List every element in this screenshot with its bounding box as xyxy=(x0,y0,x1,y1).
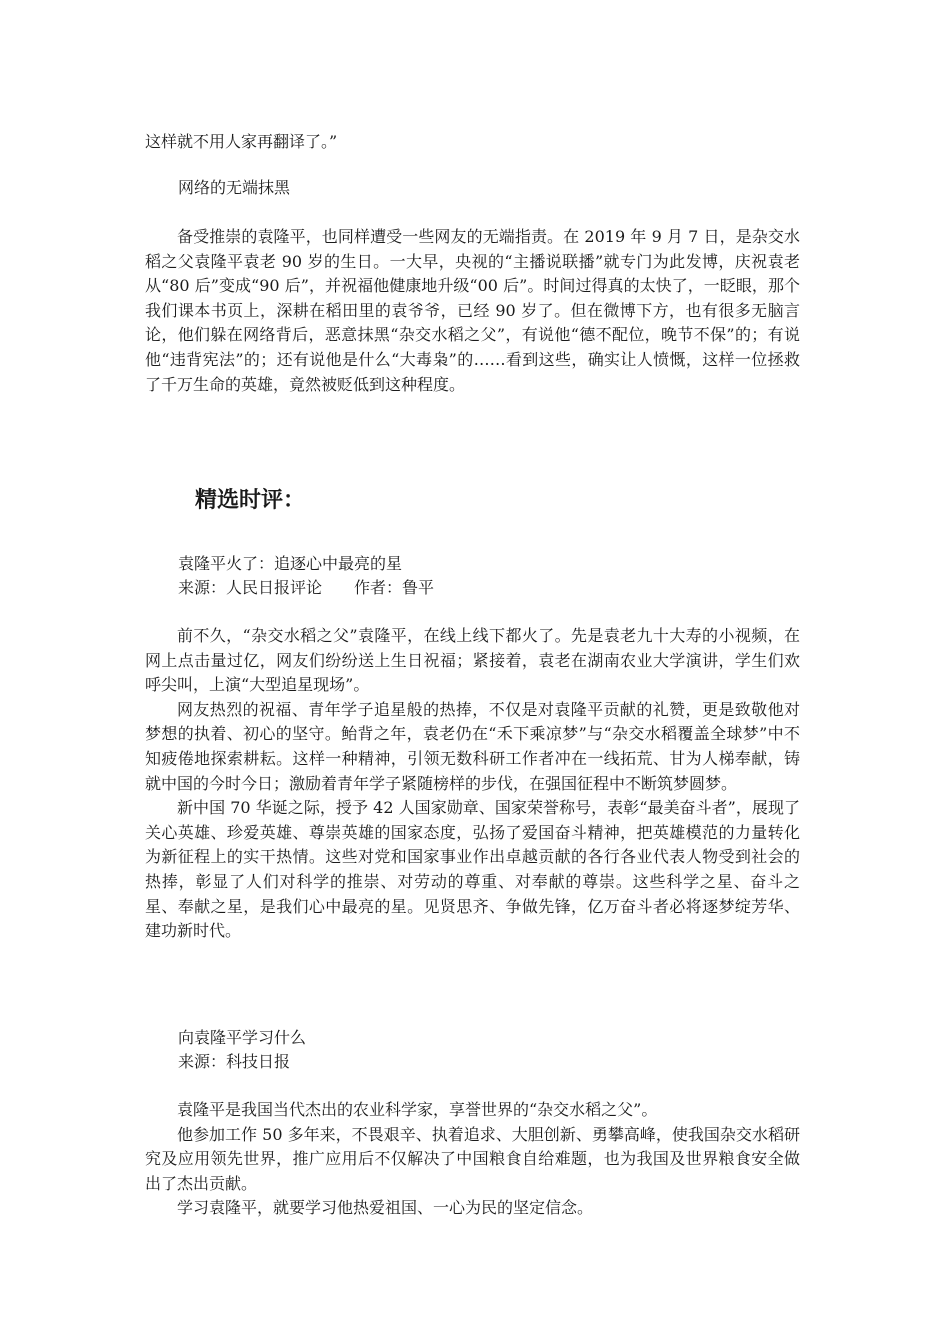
article-paragraph: 新中国 70 华诞之际，授予 42 人国家勋章、国家荣誉称号，表彰“最美奋斗者”，展现了关心英雄、珍爱英雄、尊崇英雄的国家态度，弘扬了爱国奋斗精神，把英雄模范的力量转化为新征程上的实干热情。这些对党和国家事业作出卓越贡献的各行各业代表人物受到社会的热捧，彰显了人们对科学的推崇、对劳动的尊重、对奉献的尊崇。这些科学之星、奋斗之星、奉献之星，是我们心中最亮的星。见贤思齐、争做先锋，亿万奋斗者必将逐梦绽芳华、建功新时代。 xyxy=(145,798,800,941)
article-paragraph: 他参加工作 50 多年来，不畏艰辛、执着追求、大胆创新、勇攀高峰，使我国杂交水稻研究及应用领先世界，推广应用后不仅解决了中国粮食自给难题，也为我国及世界粮食安全做出了杰出贡献。 xyxy=(145,1124,800,1193)
article-paragraph: 网友热烈的祝福、青年学子追星般的热捧，不仅是对袁隆平贡献的礼赞，更是致敬他对梦想的执着、初心的坚守。鲐背之年，袁老仍在“禾下乘凉梦”与“杂交水稻覆盖全球梦”中不知疲倦地探索耕耘。这样一种精神，引领无数科研工作者冲在一线拓荒、甘为人梯奉献，铸就中国的今时今日；激励着青年学子紧随榜样的步伐，在强国征程中不断筑梦圆梦。 xyxy=(145,699,800,793)
featured-commentary-heading: 精选时评： xyxy=(195,487,306,513)
article-body xyxy=(145,624,800,944)
continuation-line: 这样就不用人家再翻译了。” xyxy=(145,132,338,151)
article-source: 来源：科技日报 xyxy=(178,1052,291,1071)
article-paragraph: 袁隆平是我国当代杰出的农业科学家，享誉世界的“杂交水稻之父”。 xyxy=(177,1100,658,1119)
section-title: 网络的无端抹黑 xyxy=(178,178,291,197)
article-title: 袁隆平火了：追逐心中最亮的星 xyxy=(178,554,403,573)
article-title: 向袁隆平学习什么 xyxy=(178,1028,307,1047)
article-paragraph: 学习袁隆平，就要学习他热爱祖国、一心为民的坚定信念。 xyxy=(177,1198,594,1218)
article-source: 来源：人民日报评论 作者：鲁平 xyxy=(178,578,435,597)
article-body xyxy=(145,1098,800,1221)
section-paragraph: 备受推崇的袁隆平，也同样遭受一些网友的无端指责。在 2019 年 9 月 7 日，是杂交水稻之父袁隆平袁老 90 岁的生日。一大早，央视的“主播说联播”就专门为此发博，庆祝袁老从“80 后”变成“90 后”，并祝福他健康地升级“00 后”。时间过得真的太快了，一眨眼，那个我们课本书页上，深耕在稻田里的袁爷爷，已经 90 岁了。但在微博下方，也有很多无脑言论，他们躲在网络背后，恶意抹黑“杂交水稻之父”，有说他“德不配位，晚节不保”的；有说他“违背宪法”的；还有说他是什么“大毒枭”的……看到这些，确实让人愤慨，这样一位拯救了千万生命的英雄，竟然被贬低到这种程度。 xyxy=(145,227,800,394)
article-paragraph: 前不久，“杂交水稻之父”袁隆平，在线上线下都火了。先是袁老九十大寿的小视频，在网上点击量过亿，网友们纷纷送上生日祝福；紧接着，袁老在湖南农业大学演讲，学生们欢呼尖叫，上演“大型追星现场”。 xyxy=(145,626,800,695)
